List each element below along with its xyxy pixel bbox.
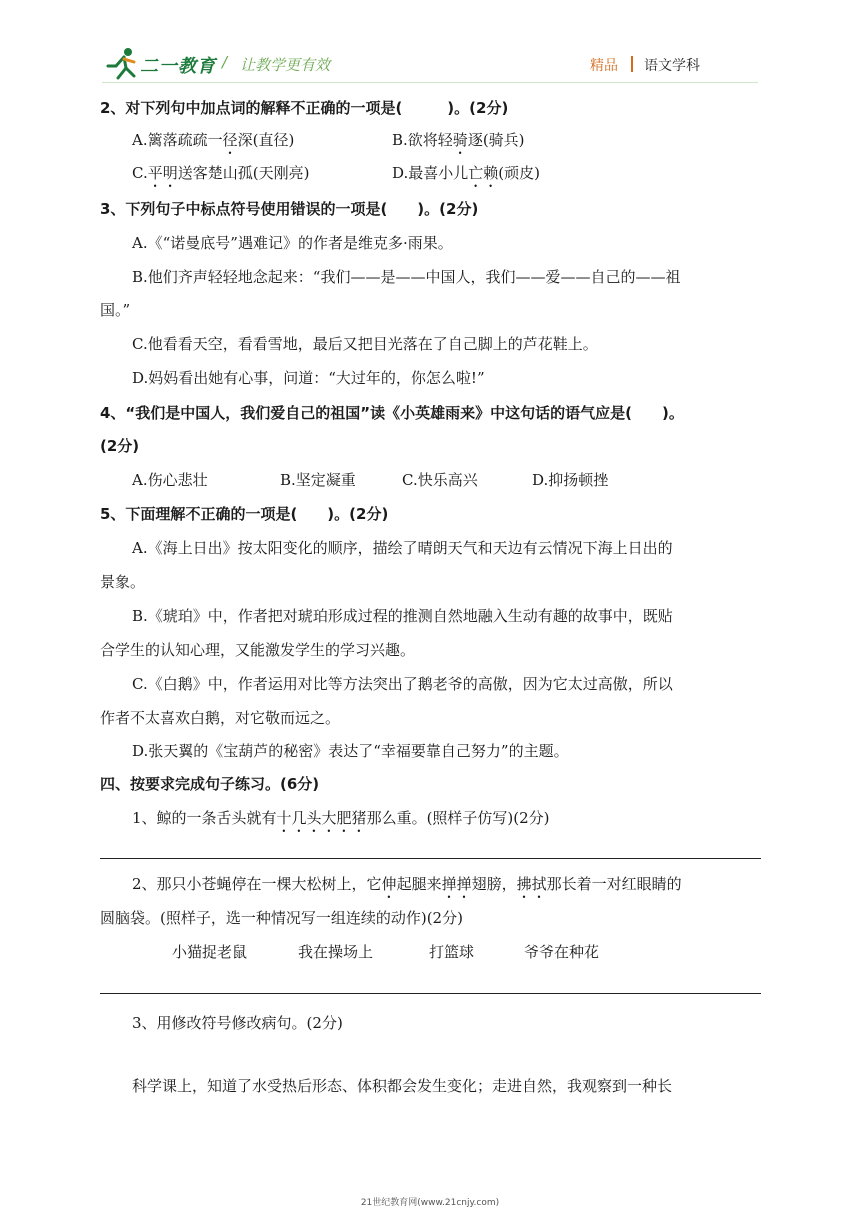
dotted-word: 平明 (147, 164, 178, 182)
answer-line-1[interactable] (100, 858, 761, 859)
runner-logo-icon (104, 46, 140, 80)
quality-tag: 精品 (590, 58, 618, 74)
choice-item: 小猫捉老鼠 (172, 943, 248, 961)
q5-option-a-line1: A.《海上日出》按太阳变化的顺序，描绘了晴朗天气和天边有云情况下海上日出的 (132, 539, 673, 557)
dotted-word: 径 (222, 131, 238, 149)
q2-option-b: B.欲将轻骑逐(骑兵) (392, 131, 525, 149)
choice-item: 打篮球 (429, 943, 475, 961)
dotted-word: 掸 (456, 875, 472, 893)
q3-option-d: D.妈妈看出她有心事，问道：“大过年的，你怎么啦!” (132, 369, 485, 387)
q3-option-a: A.《“诺曼底号”遇难记》的作者是维克多·雨果。 (132, 234, 453, 252)
q5-option-b-line2: 合学生的认知心理，又能激发学生的学习兴趣。 (100, 641, 416, 659)
dotted-word: 赖 (483, 164, 499, 182)
q3-option-b-line2: 国。” (100, 301, 131, 319)
q3-option-b-line1: B.他们齐声轻轻地念起来：“我们——是——中国人，我们——爱——自己的——祖 (132, 268, 681, 286)
dotted-word: 骑 (452, 131, 468, 149)
page-header (0, 0, 860, 86)
answer-line-2[interactable] (100, 993, 761, 994)
dotted-word: 掸 (441, 875, 457, 893)
slogan: 让教学更有效 (240, 56, 331, 74)
q5-option-a-line2: 景象。 (100, 573, 146, 591)
q4-option-d: D.抑扬顿挫 (532, 471, 609, 489)
q5-stem: 5、下面理解不正确的一项是( )。(2分) (100, 505, 389, 523)
q3-stem: 3、下列句子中标点符号使用错误的一项是( )。(2分) (100, 200, 479, 218)
choice-item: 爷爷在种花 (524, 943, 600, 961)
q5-option-c-line2: 作者不太喜欢白鹅，对它敬而远之。 (100, 709, 341, 727)
sentence-3-text: 科学课上，知道了水受热后形态、体积都会发生变化；走进自然，我观察到一种长 (132, 1077, 673, 1095)
header-divider (631, 56, 633, 72)
sentence-1: 1、鲸的一条舌头就有十几头大肥猪那么重。(照样子仿写)(2分) (132, 809, 550, 827)
q2-option-a: A.篱落疏疏一径深(直径) (132, 131, 295, 149)
slogan-separator: / (222, 53, 228, 71)
choice-item: 我在操场上 (298, 943, 374, 961)
brand-name: 二一教育 (140, 56, 216, 77)
q4-option-a: A.伤心悲壮 (132, 471, 208, 489)
sentence-2-line1: 2、那只小苍蝇停在一棵大松树上，它伸起腿来掸掸翅膀，拂拭那长着一对红眼睛的 (132, 875, 682, 893)
dotted-word: 十几头大肥猪 (276, 809, 367, 827)
subject-label: 语文学科 (644, 58, 700, 74)
section-4-title: 四、按要求完成句子练习。(6分) (100, 775, 320, 793)
q2-option-d: D.最喜小儿亡赖(顽皮) (392, 164, 541, 182)
q4-option-b: B.坚定凝重 (280, 471, 356, 489)
dotted-word: 亡 (468, 164, 484, 182)
header-rule (102, 82, 758, 83)
q5-option-b-line1: B.《琥珀》中，作者把对琥珀形成过程的推测自然地融入生动有趣的故事中，既贴 (132, 607, 673, 625)
q5-option-c-line1: C.《白鹅》中，作者运用对比等方法突出了鹅老爷的高傲，因为它太过高傲，所以 (132, 675, 673, 693)
q3-option-c: C.他看看天空，看看雪地，最后又把目光落在了自己脚上的芦花鞋上。 (132, 335, 598, 353)
page-footer: 21世纪教育网(www.21cnjy.com) (360, 1198, 500, 1208)
q5-option-d: D.张天翼的《宝葫芦的秘密》表达了“幸福要靠自己努力”的主题。 (132, 742, 569, 760)
q4-stem-line1: 4、“我们是中国人，我们爱自己的祖国”读《小英雄雨来》中这句话的语气应是( )。 (100, 404, 684, 422)
q4-stem-line2: (2分) (100, 437, 140, 455)
q2-option-c: C.平明送客楚山孤(天刚亮) (132, 164, 310, 182)
brand-logo (104, 46, 234, 82)
q2-stem: 2、对下列句中加点词的解释不正确的一项是( )。(2分) (100, 99, 509, 117)
dotted-word: 伸 (381, 875, 397, 893)
dotted-word: 拂拭 (516, 875, 547, 893)
sentence-2-line2: 圆脑袋。(照样子，选一种情况写一组连续的动作)(2分) (100, 909, 463, 927)
q4-option-c: C.快乐高兴 (402, 471, 478, 489)
sentence-3-prompt: 3、用修改符号修改病句。(2分) (132, 1014, 343, 1032)
